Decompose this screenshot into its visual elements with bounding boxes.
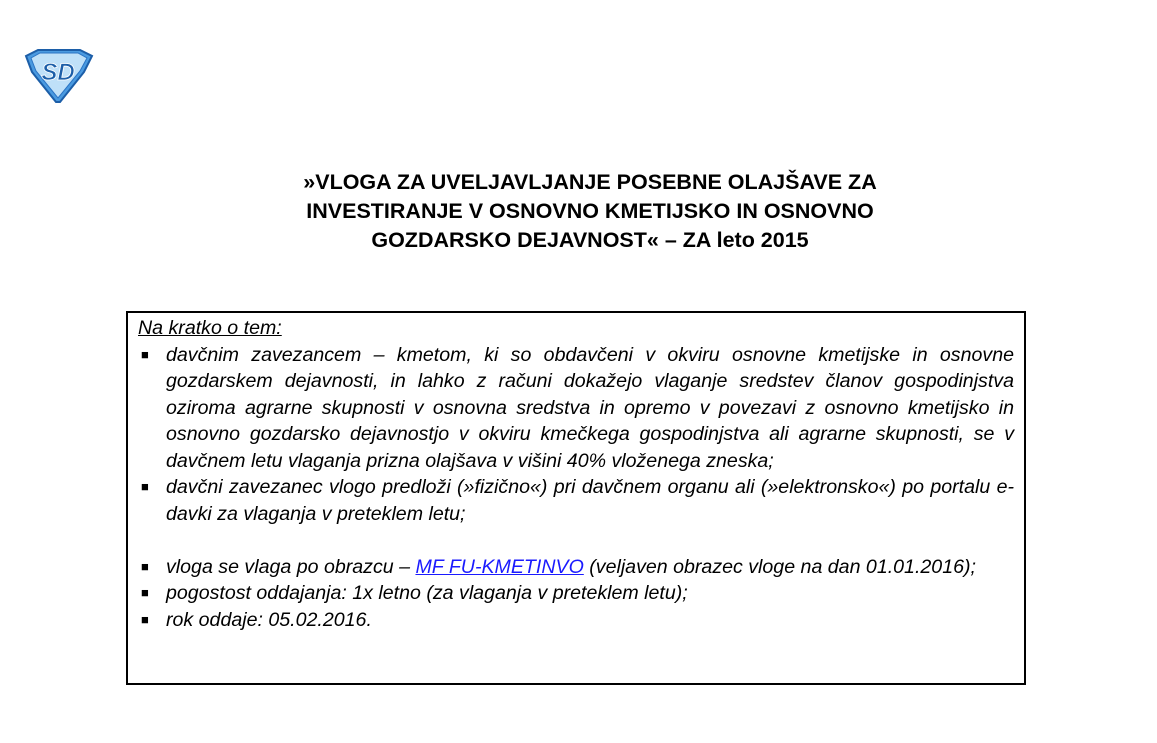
summary-list (138, 342, 1014, 634)
shield-logo-icon (22, 48, 94, 104)
summary-box (126, 311, 1026, 685)
square-bullet-icon: ■ (141, 479, 149, 494)
list-item (138, 554, 1014, 581)
list-item-text-before: vloga se vlaga po obrazcu – (166, 555, 416, 578)
svg-text:SD: SD (41, 59, 75, 86)
square-bullet-icon: ■ (141, 611, 149, 627)
list-item-text: rok oddaje: 05.02.2016. (166, 608, 372, 631)
list-item-text: davčni zavezanec vlogo predloži (»fizično«) pri davčnem organu ali (»elektronsko«) po portalu e-davki za vlaganja v preteklem letu; (166, 476, 1014, 525)
list-item (138, 607, 1014, 634)
list-item (138, 580, 1014, 607)
list-item-text-after: (veljaven obrazec vloge na dan 01.01.2016); (583, 555, 976, 578)
square-bullet-icon: ■ (141, 585, 149, 600)
square-bullet-icon: ■ (141, 558, 149, 574)
form-link-mf-fu-kmetinvo[interactable]: MF FU-KMETINVO (415, 555, 584, 578)
title-line-2: INVESTIRANJE V OSNOVNO KMETIJSKO IN OSNOVNO (306, 199, 874, 223)
list-item-text: davčnim zavezancem – kmetom, ki so obdavčeni v okviru osnovne kmetijske in osnovne gozdarskem dejavnosti, in lahko z računi dokažejo vlaganje sredstev članov gospodinjstva oziroma agrarne skupnosti v osnovna sredstva in opremo v povezavi z osnovno kmetijsko in osnovno gozdarsko dejavnostjo v okviru kmečkega gospodinjstva ali agrarne skupnosti, se v davčnem letu vlaganja prizna olajšava v višini 40% vloženega zneska; (166, 343, 1014, 472)
square-bullet-icon: ■ (141, 346, 149, 362)
summary-heading: Na kratko o tem: (138, 317, 282, 339)
list-item (138, 342, 1014, 475)
document-title (170, 168, 1010, 255)
title-line-1: »VLOGA ZA UVELJAVLJANJE POSEBNE OLAJŠAVE ZA (303, 170, 877, 194)
list-item-text: pogostost oddajanja: 1x letno (za vlaganja v preteklem letu); (166, 582, 688, 604)
sd-logo (22, 48, 94, 104)
title-line-3: GOZDARSKO DEJAVNOST« – ZA leto 2015 (371, 228, 809, 252)
list-item (138, 474, 1014, 527)
